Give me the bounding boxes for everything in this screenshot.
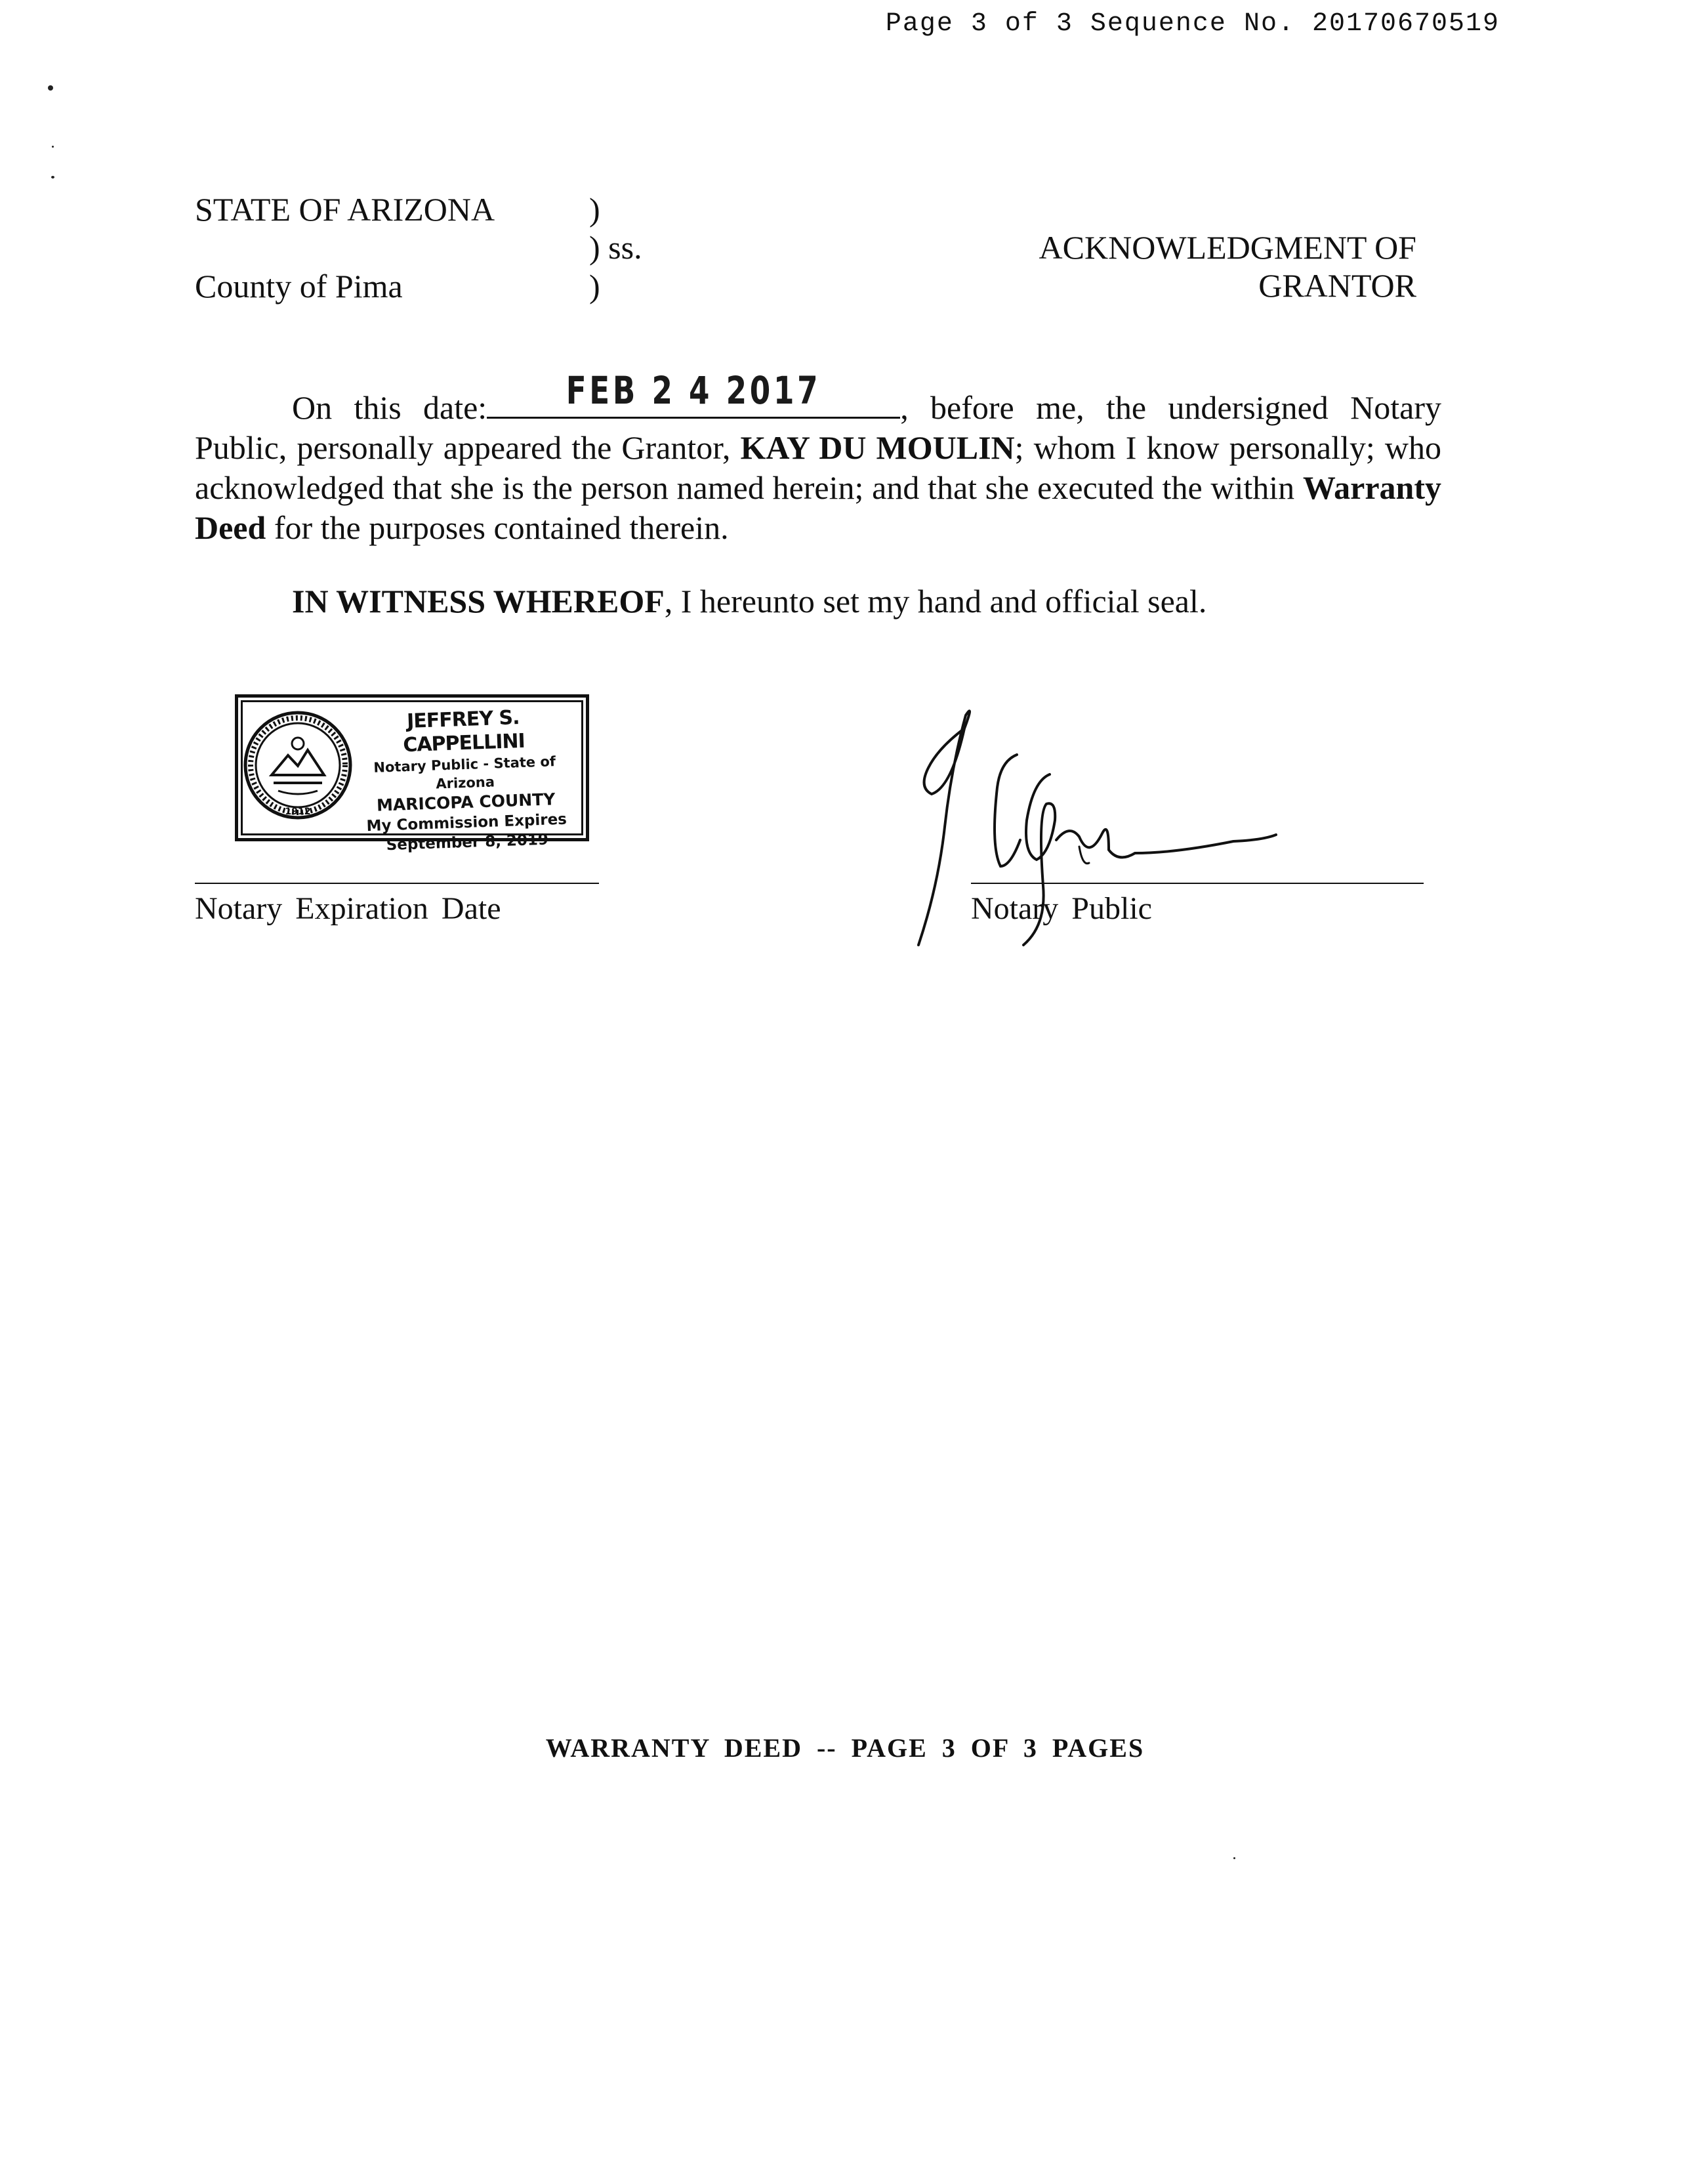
- paragraph-text: ; whom I know personally; who acknowledged that she is the person named herein; and that she executed the within: [195, 429, 1441, 506]
- paragraph-text: for the purposes contained therein.: [266, 509, 729, 546]
- notary-seal-stamp: [235, 694, 589, 854]
- date-lead: On this date:: [292, 389, 487, 426]
- scan-speck: [51, 176, 54, 178]
- seal-notary-name: JEFFREY S. CAPPELLINI: [402, 706, 526, 757]
- seal-year: 1912: [285, 807, 311, 817]
- witness-bold: IN WITNESS WHEREOF: [292, 583, 665, 620]
- venue-ss: ) ss.: [589, 229, 642, 266]
- witness-clause: [292, 581, 1206, 621]
- venue-paren: ): [589, 268, 600, 304]
- seal-notary-title: Notary Public - State of Arizona: [373, 753, 556, 792]
- scan-speck: [52, 146, 54, 148]
- expiration-date-label: Notary Expiration Date: [195, 891, 501, 926]
- expiration-signature-line: [195, 883, 599, 884]
- document-name: Warranty Deed: [195, 469, 1441, 546]
- acknowledgment-paragraph: [195, 368, 1441, 548]
- page-sequence-header: Page 3 of 3 Sequence No. 20170670519: [885, 9, 1500, 39]
- venue-county: County of Pima: [195, 268, 403, 304]
- date-blank: [487, 368, 900, 419]
- witness-text: , I hereunto set my hand and official seal.: [664, 583, 1207, 620]
- seal-commission: My Commission Expires: [366, 810, 567, 835]
- scan-speck: [1233, 1857, 1235, 1859]
- scan-speck: [48, 85, 53, 91]
- acknowledgment-title: [1039, 228, 1416, 304]
- paragraph-text: , before me, the undersigned Notary Public, personally appeared the Grantor,: [195, 389, 1441, 466]
- seal-text-block: [351, 704, 579, 856]
- venue-paren: ): [589, 191, 600, 228]
- footer-document-title: WARRANTY DEED -- PAGE 3 OF 3 PAGES: [545, 1733, 1145, 1763]
- state-seal-emblem: [242, 709, 354, 821]
- date-stamp: FEB 2 4 2017: [566, 368, 821, 413]
- acknowledgment-title-line2: GRANTOR: [1258, 267, 1416, 304]
- acknowledgment-title-line1: ACKNOWLEDGMENT OF: [1039, 229, 1416, 266]
- notary-handwritten-signature: [892, 689, 1299, 952]
- grantor-name: KAY DU MOULIN: [740, 429, 1015, 466]
- notary-public-label: Notary Public: [971, 891, 1152, 926]
- seal-county: MARICOPA COUNTY: [376, 789, 556, 815]
- venue-state: STATE OF ARIZONA: [195, 191, 495, 228]
- seal-expiry-date: September 8, 2019: [386, 831, 549, 854]
